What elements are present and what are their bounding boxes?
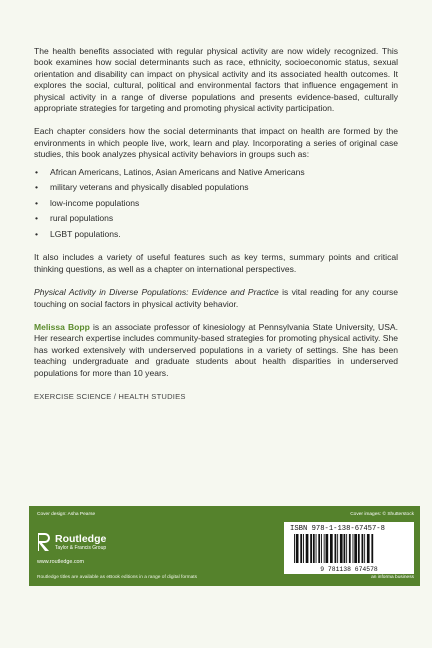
- author-name: Melissa Bopp: [34, 322, 90, 333]
- list-item: • rural populations: [35, 213, 114, 224]
- population-list: [34, 167, 398, 241]
- list-item: • African Americans, Latinos, Asian Americans and Native Americans: [35, 166, 305, 177]
- barcode-bar: [294, 534, 295, 563]
- paragraph-features: It also includes a variety of useful features such as key terms, summary points and critical thinking questions, as well as a chapter on international perspectives.: [34, 252, 398, 274]
- barcode-bar: [354, 534, 357, 563]
- barcode-bar: [296, 534, 299, 563]
- publisher-group: Taylor & Francis Group: [55, 544, 107, 551]
- publisher-website: www.routledge.com: [37, 559, 85, 565]
- barcode-bar: [303, 534, 304, 563]
- bullet-icon: •: [35, 213, 39, 224]
- barcode-bar: [364, 534, 365, 563]
- paragraph-chapters: Each chapter considers how the social determinants that impact on health are formed by the environments in which people live, work, learn and play. Incorporating a series of original case studies, this book analyzes physical activity behaviors in groups such as:: [34, 126, 398, 160]
- paragraph-intro: The health benefits associated with regular physical activity are now widely recognized. This book examines how social determinants such as race, ethnicity, socioeconomic status, sexual orientation and disability can impact on physical activity and its associated health outcomes. It explores the social, cultural, political and environmental factors that influence engagement in physical activity in a range of diverse populations and presents evidence-based, culturally appropriate strategies for targeting and promoting physical activity participation.: [34, 46, 398, 114]
- list-item: • military veterans and physically disabled populations: [35, 182, 249, 193]
- ean13-barcode-icon: [290, 534, 408, 572]
- barcode-panel: [284, 522, 414, 574]
- bullet-icon: •: [35, 197, 39, 208]
- paragraph-readership: Physical Activity in Diverse Populations: Evidence and Practice is vital reading for any course touching on social factors in physical activity behavior.: [34, 287, 398, 309]
- book-title: Physical Activity in Diverse Populations: Evidence and Practice: [34, 287, 279, 298]
- barcode-bar: [337, 534, 338, 563]
- bullet-icon: •: [35, 166, 39, 177]
- author-bio: Melissa Bopp is an associate professor of kinesiology at Pennsylvania State University, USA. Her research expertise includes community-based strategies for promoting physical activity. She has worked extensively with underserved populations in a variety of settings. She has been teaching undergraduate and graduate students about health disparities in underserved populations for more than 10 years.: [34, 322, 398, 378]
- list-item: • low-income populations: [35, 197, 140, 208]
- barcode-bar: [318, 534, 320, 563]
- blurb-text: [34, 46, 398, 403]
- cover-images-credit: Cover images: © Shutterstock: [350, 512, 414, 517]
- barcode-digits: 9 781138 674578: [320, 566, 378, 572]
- barcode-bar: [344, 534, 346, 563]
- ebook-note: Routledge titles are available as eBook editions in a range of digital formats: [37, 575, 197, 580]
- publisher-name: Routledge: [55, 532, 107, 545]
- bullet-icon: •: [35, 182, 39, 193]
- publisher-band: [29, 506, 420, 586]
- barcode-bar: [313, 534, 315, 563]
- barcode-bar: [335, 534, 337, 563]
- barcode-bar: [324, 534, 325, 563]
- barcode-bar: [310, 534, 312, 563]
- publisher-logo: [37, 532, 106, 552]
- barcode-bar: [349, 534, 351, 563]
- barcode-bar: [362, 534, 364, 563]
- barcode-bar: [326, 534, 329, 563]
- barcode-bar: [353, 534, 354, 563]
- barcode-bar: [358, 534, 360, 563]
- isbn-number: ISBN 978-1-138-67457-8: [290, 525, 385, 533]
- barcode-bar: [340, 534, 343, 563]
- barcode-bar: [321, 534, 322, 563]
- subject-category: EXERCISE SCIENCE / HEALTH STUDIES: [34, 392, 186, 402]
- barcode-bar: [306, 534, 309, 563]
- bullet-icon: •: [35, 229, 39, 240]
- barcode-bar: [316, 534, 317, 563]
- barcode-bar: [300, 534, 302, 563]
- barcode-bar: [346, 534, 347, 563]
- list-item: • LGBT populations.: [35, 229, 121, 240]
- cover-design-credit: Cover design: Asha Pearse: [37, 512, 96, 517]
- barcode-bar: [330, 534, 333, 563]
- barcode-bar: [371, 534, 373, 563]
- informa-tagline: an informa business: [371, 575, 414, 580]
- barcode-bar: [367, 534, 370, 563]
- routledge-r-logo-icon: [37, 532, 51, 552]
